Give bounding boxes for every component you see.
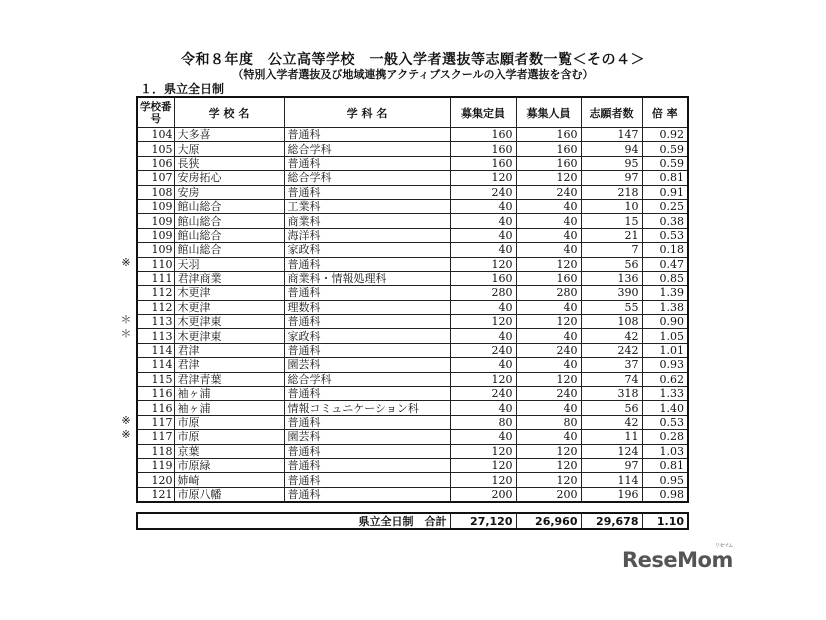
logo-text: ReseMom (622, 548, 733, 572)
table-row (137, 156, 688, 170)
cell-ratio: 0.90 (642, 315, 688, 329)
cell-school-number: 112 (137, 286, 174, 300)
cell-capacity: 200 (450, 487, 516, 502)
total-label: 県立全日制 合計 (137, 513, 450, 529)
cell-school-number: 106 (137, 156, 174, 170)
cell-school-number: 117 (137, 430, 174, 444)
cell-department: 普通科 (284, 257, 450, 271)
cell-applicants: 55 (581, 300, 642, 314)
cell-capacity: 40 (450, 401, 516, 415)
cell-department: 普通科 (284, 487, 450, 502)
cell-department: 普通科 (284, 415, 450, 429)
cell-department: 普通科 (284, 156, 450, 170)
total-recruit: 26,960 (516, 513, 581, 529)
cell-capacity: 120 (450, 444, 516, 458)
row-mark (118, 126, 134, 140)
resemom-logo (622, 543, 733, 572)
cell-capacity: 40 (450, 243, 516, 257)
cell-ratio: 0.92 (642, 128, 688, 142)
page-title: 令和８年度 公立高等学校 一般入学者選抜等志願者数一覧＜その４＞ (181, 52, 645, 68)
cell-school-number: 108 (137, 185, 174, 199)
cell-school-name: 安房拓心 (174, 171, 284, 185)
cell-school-name: 市原 (174, 430, 284, 444)
table-row (137, 372, 688, 386)
cell-school-number: 109 (137, 214, 174, 228)
total-row (137, 513, 688, 529)
cell-school-number: 113 (137, 315, 174, 329)
section-heading: １．県立全日制 (140, 82, 225, 96)
cell-department: 園芸科 (284, 430, 450, 444)
cell-school-name: 天羽 (174, 257, 284, 271)
row-mark (118, 399, 134, 413)
cell-department: 普通科 (284, 387, 450, 401)
cell-recruit: 40 (516, 401, 581, 415)
cell-ratio: 0.59 (642, 156, 688, 170)
row-mark (118, 198, 134, 212)
logo-kana: リセマム (714, 543, 733, 549)
cell-school-number: 121 (137, 487, 174, 502)
cell-department: 商業科・情報処理科 (284, 271, 450, 285)
cell-department: 普通科 (284, 458, 450, 472)
cell-applicants: 196 (581, 487, 642, 502)
table-row (137, 401, 688, 415)
cell-department: 普通科 (284, 185, 450, 199)
cell-ratio: 1.03 (642, 444, 688, 458)
cell-recruit: 40 (516, 199, 581, 213)
row-mark (118, 371, 134, 385)
cell-school-name: 袖ヶ浦 (174, 401, 284, 415)
cell-school-number: 117 (137, 415, 174, 429)
cell-department: 総合学科 (284, 372, 450, 386)
cell-school-name: 館山総合 (174, 214, 284, 228)
cell-recruit: 40 (516, 243, 581, 257)
cell-ratio: 0.38 (642, 214, 688, 228)
cell-recruit: 80 (516, 415, 581, 429)
cell-applicants: 97 (581, 171, 642, 185)
cell-school-name: 市原 (174, 415, 284, 429)
header-recruit: 募集人員 (516, 97, 581, 128)
cell-capacity: 40 (450, 430, 516, 444)
cell-ratio: 0.81 (642, 458, 688, 472)
cell-ratio: 0.28 (642, 430, 688, 444)
table-row (137, 199, 688, 213)
cell-department: 普通科 (284, 286, 450, 300)
table-row (137, 458, 688, 472)
row-mark (118, 155, 134, 169)
cell-capacity: 40 (450, 300, 516, 314)
cell-school-name: 姉崎 (174, 473, 284, 487)
cell-school-number: 110 (137, 257, 174, 271)
cell-school-name: 館山総合 (174, 243, 284, 257)
cell-capacity: 280 (450, 286, 516, 300)
cell-department: 園芸科 (284, 358, 450, 372)
table-row (137, 271, 688, 285)
cell-ratio: 1.01 (642, 343, 688, 357)
cell-recruit: 40 (516, 358, 581, 372)
cell-school-number: 116 (137, 387, 174, 401)
cell-capacity: 40 (450, 329, 516, 343)
cell-recruit: 120 (516, 372, 581, 386)
table-row (137, 243, 688, 257)
cell-ratio: 0.53 (642, 228, 688, 242)
cell-school-name: 安房 (174, 185, 284, 199)
table-row (137, 171, 688, 185)
cell-school-number: 119 (137, 458, 174, 472)
cell-applicants: 10 (581, 199, 642, 213)
cell-capacity: 160 (450, 142, 516, 156)
cell-applicants: 124 (581, 444, 642, 458)
cell-capacity: 40 (450, 228, 516, 242)
cell-applicants: 37 (581, 358, 642, 372)
cell-applicants: 108 (581, 315, 642, 329)
table-row (137, 257, 688, 271)
cell-recruit: 120 (516, 315, 581, 329)
cell-applicants: 56 (581, 401, 642, 415)
table-row (137, 300, 688, 314)
cell-school-number: 104 (137, 128, 174, 142)
cell-applicants: 42 (581, 415, 642, 429)
row-mark (118, 227, 134, 241)
header-school-number: 学校番号 (137, 97, 174, 128)
cell-department: 総合学科 (284, 171, 450, 185)
cell-school-number: 115 (137, 372, 174, 386)
cell-department: 普通科 (284, 473, 450, 487)
cell-recruit: 160 (516, 156, 581, 170)
row-mark (118, 184, 134, 198)
cell-school-number: 118 (137, 444, 174, 458)
cell-department: 普通科 (284, 343, 450, 357)
cell-ratio: 1.33 (642, 387, 688, 401)
table-row (137, 430, 688, 444)
cell-capacity: 120 (450, 372, 516, 386)
row-mark: ＊ (120, 327, 132, 341)
cell-school-name: 長狭 (174, 156, 284, 170)
cell-recruit: 200 (516, 487, 581, 502)
cell-ratio: 0.85 (642, 271, 688, 285)
row-mark (118, 241, 134, 255)
table-row (137, 343, 688, 357)
row-mark: ※ (121, 255, 131, 269)
cell-capacity: 120 (450, 473, 516, 487)
table-row (137, 444, 688, 458)
row-mark: ※ (121, 428, 131, 442)
cell-applicants: 74 (581, 372, 642, 386)
cell-school-name: 大原 (174, 142, 284, 156)
row-mark: ※ (121, 413, 131, 427)
cell-capacity: 120 (450, 315, 516, 329)
cell-department: 家政科 (284, 243, 450, 257)
row-mark (118, 356, 134, 370)
cell-department: 総合学科 (284, 142, 450, 156)
cell-recruit: 160 (516, 142, 581, 156)
cell-ratio: 0.95 (642, 473, 688, 487)
row-mark (118, 342, 134, 356)
cell-applicants: 15 (581, 214, 642, 228)
cell-school-number: 120 (137, 473, 174, 487)
cell-school-name: 君津 (174, 358, 284, 372)
cell-school-name: 木更津東 (174, 329, 284, 343)
total-ratio: 1.10 (642, 513, 688, 529)
cell-school-number: 116 (137, 401, 174, 415)
cell-recruit: 280 (516, 286, 581, 300)
cell-school-number: 113 (137, 329, 174, 343)
row-marks (118, 126, 134, 500)
cell-school-name: 木更津 (174, 300, 284, 314)
cell-school-name: 君津 (174, 343, 284, 357)
table-header-row (137, 97, 688, 128)
cell-school-name: 館山総合 (174, 199, 284, 213)
header-department: 学 科 名 (284, 97, 450, 128)
total-applicants: 29,678 (581, 513, 642, 529)
cell-recruit: 40 (516, 300, 581, 314)
cell-capacity: 240 (450, 387, 516, 401)
cell-department: 家政科 (284, 329, 450, 343)
applicants-table (136, 96, 689, 503)
cell-department: 普通科 (284, 315, 450, 329)
table-row (137, 185, 688, 199)
cell-ratio: 0.18 (642, 243, 688, 257)
total-table (136, 512, 689, 530)
cell-school-name: 袖ヶ浦 (174, 387, 284, 401)
cell-capacity: 240 (450, 185, 516, 199)
row-mark (118, 270, 134, 284)
cell-recruit: 40 (516, 430, 581, 444)
cell-school-name: 京葉 (174, 444, 284, 458)
cell-school-number: 109 (137, 228, 174, 242)
table-row (137, 387, 688, 401)
cell-capacity: 160 (450, 156, 516, 170)
cell-recruit: 40 (516, 329, 581, 343)
cell-applicants: 147 (581, 128, 642, 142)
table-row (137, 228, 688, 242)
header-ratio: 倍 率 (642, 97, 688, 128)
cell-school-name: 大多喜 (174, 128, 284, 142)
cell-capacity: 160 (450, 128, 516, 142)
cell-school-number: 114 (137, 343, 174, 357)
row-mark (118, 299, 134, 313)
cell-capacity: 120 (450, 458, 516, 472)
cell-school-name: 君津青葉 (174, 372, 284, 386)
cell-ratio: 0.91 (642, 185, 688, 199)
table-row (137, 473, 688, 487)
cell-capacity: 120 (450, 171, 516, 185)
cell-ratio: 0.93 (642, 358, 688, 372)
cell-recruit: 240 (516, 387, 581, 401)
total-capacity: 27,120 (450, 513, 516, 529)
cell-school-number: 107 (137, 171, 174, 185)
cell-recruit: 240 (516, 343, 581, 357)
row-mark: ＊ (120, 313, 132, 327)
cell-school-name: 木更津 (174, 286, 284, 300)
cell-school-number: 112 (137, 300, 174, 314)
cell-applicants: 56 (581, 257, 642, 271)
row-mark (118, 284, 134, 298)
row-mark (118, 385, 134, 399)
row-mark (118, 169, 134, 183)
row-mark (118, 212, 134, 226)
cell-department: 情報コミュニケーション科 (284, 401, 450, 415)
cell-ratio: 1.05 (642, 329, 688, 343)
cell-ratio: 1.38 (642, 300, 688, 314)
cell-school-number: 109 (137, 243, 174, 257)
cell-capacity: 40 (450, 214, 516, 228)
header-school-name: 学 校 名 (174, 97, 284, 128)
cell-recruit: 40 (516, 228, 581, 242)
table-row (137, 329, 688, 343)
cell-school-name: 木更津東 (174, 315, 284, 329)
table-row (137, 487, 688, 502)
cell-school-name: 館山総合 (174, 228, 284, 242)
cell-applicants: 242 (581, 343, 642, 357)
cell-recruit: 120 (516, 444, 581, 458)
cell-recruit: 120 (516, 473, 581, 487)
cell-school-name: 君津商業 (174, 271, 284, 285)
table-row (137, 142, 688, 156)
cell-applicants: 11 (581, 430, 642, 444)
table-row (137, 214, 688, 228)
cell-capacity: 240 (450, 343, 516, 357)
header-applicants: 志願者数 (581, 97, 642, 128)
cell-recruit: 40 (516, 214, 581, 228)
cell-department: 理数科 (284, 300, 450, 314)
cell-capacity: 40 (450, 358, 516, 372)
cell-department: 商業科 (284, 214, 450, 228)
cell-ratio: 1.39 (642, 286, 688, 300)
table-row (137, 128, 688, 142)
page-subtitle: （特別入学者選抜及び地域連携アクティブスクールの入学者選抜を含む） (232, 68, 594, 81)
cell-department: 普通科 (284, 128, 450, 142)
cell-applicants: 318 (581, 387, 642, 401)
cell-recruit: 120 (516, 171, 581, 185)
cell-ratio: 0.98 (642, 487, 688, 502)
cell-ratio: 0.62 (642, 372, 688, 386)
cell-recruit: 120 (516, 257, 581, 271)
table-row (137, 358, 688, 372)
header-capacity: 募集定員 (450, 97, 516, 128)
cell-capacity: 40 (450, 199, 516, 213)
row-mark (118, 457, 134, 471)
cell-ratio: 1.40 (642, 401, 688, 415)
cell-applicants: 94 (581, 142, 642, 156)
row-mark (118, 140, 134, 154)
cell-school-name: 市原緑 (174, 458, 284, 472)
cell-applicants: 218 (581, 185, 642, 199)
table-row (137, 415, 688, 429)
table-row (137, 315, 688, 329)
cell-school-number: 114 (137, 358, 174, 372)
cell-school-number: 105 (137, 142, 174, 156)
cell-applicants: 390 (581, 286, 642, 300)
cell-recruit: 160 (516, 128, 581, 142)
row-mark (118, 443, 134, 457)
cell-department: 海洋科 (284, 228, 450, 242)
cell-capacity: 160 (450, 271, 516, 285)
cell-ratio: 0.59 (642, 142, 688, 156)
cell-applicants: 21 (581, 228, 642, 242)
cell-applicants: 95 (581, 156, 642, 170)
cell-applicants: 97 (581, 458, 642, 472)
cell-applicants: 114 (581, 473, 642, 487)
row-mark (118, 471, 134, 485)
table-row (137, 286, 688, 300)
cell-recruit: 160 (516, 271, 581, 285)
cell-capacity: 80 (450, 415, 516, 429)
cell-school-number: 111 (137, 271, 174, 285)
cell-ratio: 0.53 (642, 415, 688, 429)
cell-recruit: 120 (516, 458, 581, 472)
cell-recruit: 240 (516, 185, 581, 199)
cell-ratio: 0.25 (642, 199, 688, 213)
cell-school-name: 市原八幡 (174, 487, 284, 502)
cell-ratio: 0.81 (642, 171, 688, 185)
cell-applicants: 7 (581, 243, 642, 257)
row-mark (118, 486, 134, 500)
cell-capacity: 120 (450, 257, 516, 271)
cell-applicants: 42 (581, 329, 642, 343)
cell-applicants: 136 (581, 271, 642, 285)
cell-ratio: 0.47 (642, 257, 688, 271)
cell-school-number: 109 (137, 199, 174, 213)
cell-department: 工業科 (284, 199, 450, 213)
cell-department: 普通科 (284, 444, 450, 458)
